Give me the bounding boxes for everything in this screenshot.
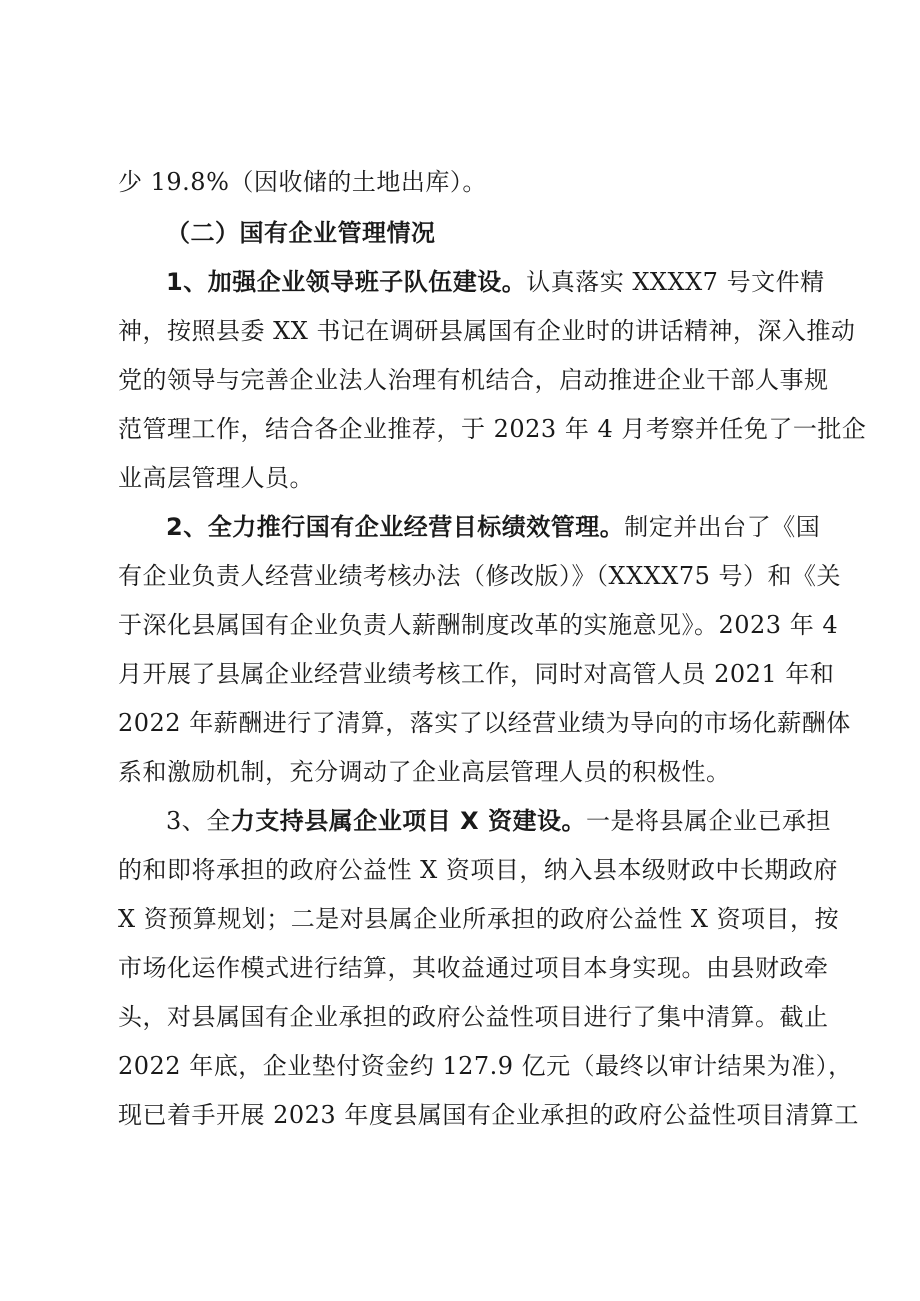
item-3-first-text: 一是将县属企业已承担	[586, 807, 831, 835]
paragraph-line: 有企业负责人经营业绩考核办法（修改版）》（XXXX75 号）和《关	[118, 562, 842, 590]
item-2-first-line	[166, 507, 820, 547]
paragraph-line: 2022 年薪酬进行了清算，落实了以经营业绩为导向的市场化薪酬体	[118, 709, 851, 737]
paragraph-line: 市场化运作模式进行结算，其收益通过项目本身实现。由县财政牵	[118, 954, 829, 982]
item-3-title-prefix: 3、全	[166, 807, 231, 835]
paragraph-line: 神，按照县委 XX 书记在调研县属国有企业时的讲话精神，深入推动	[118, 317, 856, 345]
item-3-title: 力支持县属企业项目 X 资建设。	[230, 807, 586, 835]
paragraph-line: 系和激励机制，充分调动了企业高层管理人员的积极性。	[118, 758, 731, 786]
paragraph-line: 的和即将承担的政府公益性 X 资项目，纳入县本级财政中长期政府	[118, 856, 838, 884]
item-1-first-text: 认真落实 XXXX7 号文件精	[526, 268, 825, 296]
paragraph-line: 范管理工作，结合各企业推荐，于 2023 年 4 月考察并任免了一批企	[118, 415, 867, 443]
section-heading: （二）国有企业管理情况	[166, 219, 436, 247]
paragraph-line: 头，对县属国有企业承担的政府公益性项目进行了集中清算。截止	[118, 1003, 829, 1031]
item-3-first-line	[166, 801, 831, 841]
intro-tail-line: 少 19.8%（因收储的土地出库）。	[118, 168, 487, 196]
paragraph-line: 现已着手开展 2023 年度县属国有企业承担的政府公益性项目清算工	[118, 1101, 859, 1129]
item-2-first-text: 制定并出台了《国	[624, 513, 821, 541]
item-1-first-line	[166, 262, 825, 302]
item-1-title: 1、加强企业领导班子队伍建设。	[166, 268, 527, 296]
paragraph-line: 业高层管理人员。	[118, 464, 314, 492]
paragraph-line: 2022 年底，企业垫付资金约 127.9 亿元（最终以审计结果为准），	[118, 1052, 853, 1080]
paragraph-line: 于深化县属国有企业负责人薪酬制度改革的实施意见》。2023 年 4	[118, 611, 839, 639]
paragraph-line: 月开展了县属企业经营业绩考核工作，同时对高管人员 2021 年和	[118, 660, 835, 688]
paragraph-line: X 资预算规划；二是对县属企业所承担的政府公益性 X 资项目，按	[118, 905, 840, 933]
item-2-title: 2、全力推行国有企业经营目标绩效管理。	[166, 513, 625, 541]
paragraph-line: 党的领导与完善企业法人治理有机结合，启动推进企业干部人事规	[118, 366, 829, 394]
